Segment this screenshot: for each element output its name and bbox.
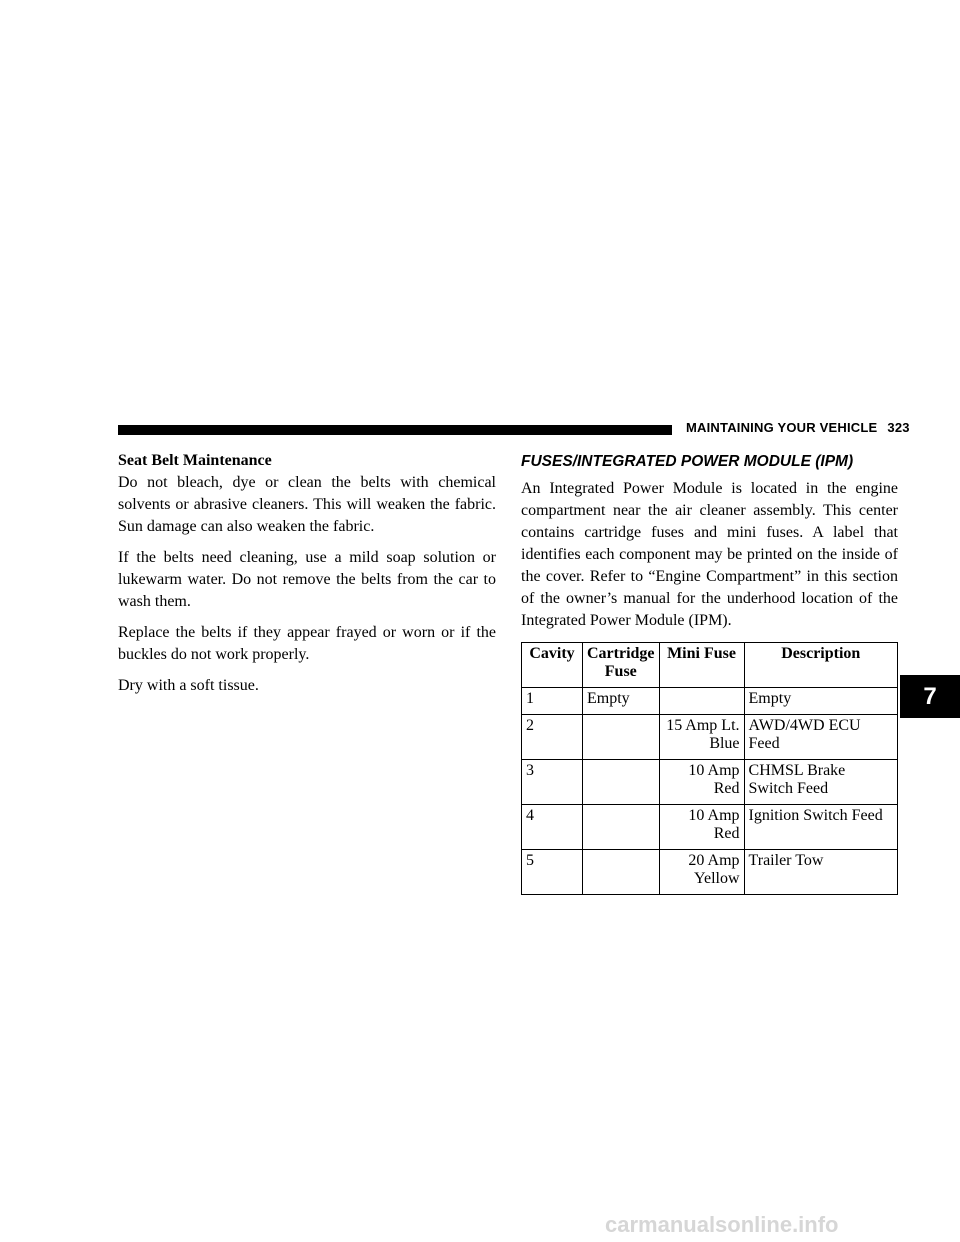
running-header [686, 420, 910, 435]
table-header-row [522, 643, 898, 688]
cartridge-fuse-cell [583, 805, 660, 850]
description-cell: Ignition Switch Feed [744, 805, 897, 850]
header-rule [118, 425, 672, 435]
ipm-paragraph: An Integrated Power Module is located in the engine compartment near the air cleaner assembly. This center contains cartridge fuses and mini fuses. A label that identifies each component may be printed on the inside of the cover. Refer to “Engine Compartment” in this section of the owner’s manual for the underhood location of the Integrated Power Module (IPM). [521, 480, 898, 629]
seat-belt-heading: Seat Belt Maintenance [118, 452, 272, 469]
table-row [522, 688, 898, 715]
ipm-heading: FUSES/INTEGRATED POWER MODULE (IPM) [521, 453, 854, 470]
cavity-cell: 2 [522, 715, 583, 760]
table-row [522, 715, 898, 760]
description-cell: Empty [744, 688, 897, 715]
watermark: carmanualsonline.info [605, 1212, 839, 1237]
cavity-cell: 4 [522, 805, 583, 850]
cartridge-fuse-cell [583, 760, 660, 805]
cartridge-fuse-cell [583, 850, 660, 895]
column-header-description: Description [744, 643, 897, 688]
table-row [522, 805, 898, 850]
table-row [522, 760, 898, 805]
cavity-cell: 3 [522, 760, 583, 805]
paragraph: Do not bleach, dye or clean the belts with chemical solvents or abrasive cleaners. This will weaken the fabric. Sun damage can also weaken the fabric. [118, 474, 496, 535]
column-header-mini-fuse: Mini Fuse [659, 643, 744, 688]
paragraph: Replace the belts if they appear frayed or worn or if the buckles do not work properly. [118, 624, 496, 663]
paragraph: If the belts need cleaning, use a mild soap solution or lukewarm water. Do not remove the belts from the car to wash them. [118, 549, 496, 610]
column-header-cartridge-fuse: Cartridge Fuse [583, 643, 660, 688]
table-row [522, 850, 898, 895]
description-cell: Trailer Tow [744, 850, 897, 895]
paragraph: Dry with a soft tissue. [118, 677, 259, 694]
cavity-cell: 5 [522, 850, 583, 895]
chapter-tab: 7 [900, 675, 960, 718]
cartridge-fuse-cell [583, 715, 660, 760]
mini-fuse-cell [659, 688, 744, 715]
mini-fuse-cell: 20 Amp Yellow [659, 850, 744, 895]
description-cell: CHMSL Brake Switch Feed [744, 760, 897, 805]
left-column [118, 450, 496, 706]
fuse-table [521, 642, 898, 895]
cartridge-fuse-cell: Empty [583, 688, 660, 715]
header-title: MAINTAINING YOUR VEHICLE [686, 420, 878, 435]
column-header-cavity: Cavity [522, 643, 583, 688]
mini-fuse-cell: 10 Amp Red [659, 760, 744, 805]
description-cell: AWD/4WD ECU Feed [744, 715, 897, 760]
page-number: 323 [887, 420, 910, 435]
right-column [521, 452, 898, 895]
mini-fuse-cell: 15 Amp Lt. Blue [659, 715, 744, 760]
cavity-cell: 1 [522, 688, 583, 715]
mini-fuse-cell: 10 Amp Red [659, 805, 744, 850]
